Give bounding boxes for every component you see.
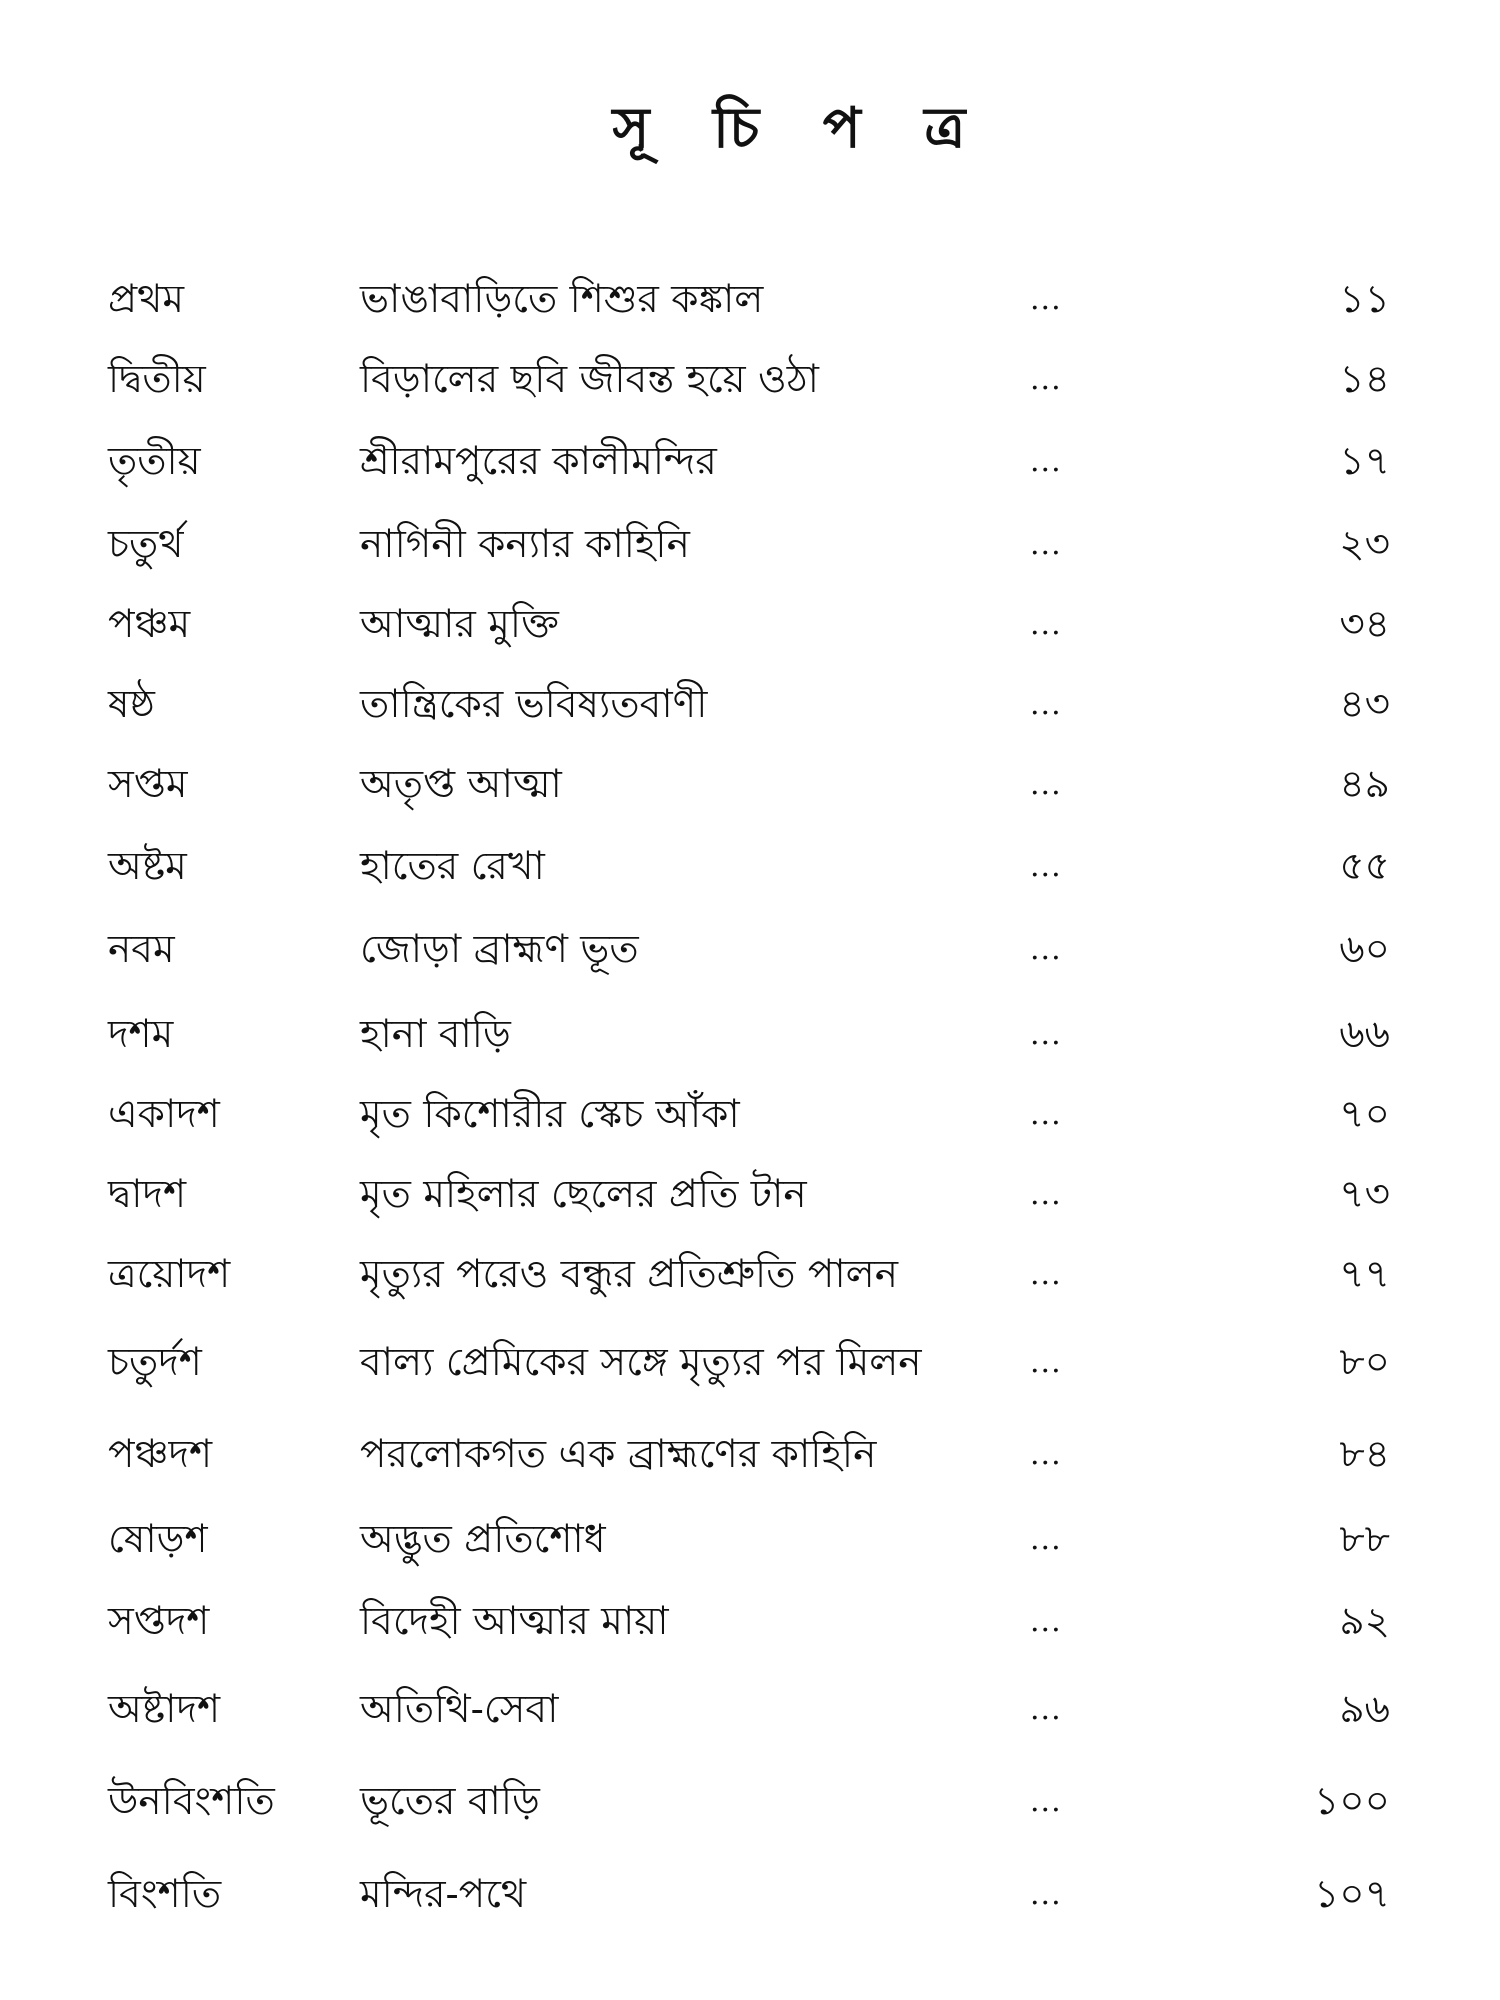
chapter-title: অতৃপ্ত আত্মা — [360, 762, 562, 807]
page-number: ১০০ — [1313, 1779, 1390, 1824]
leader-dots: ... — [1030, 444, 1062, 479]
page-number: ৯২ — [1339, 1599, 1390, 1644]
leader-dots: ... — [1030, 849, 1062, 884]
toc-entry — [0, 1680, 1500, 1740]
chapter-title: মন্দির-পথে — [360, 1872, 527, 1917]
chapter-ordinal: ত্রয়োদশ — [108, 1252, 231, 1297]
chapter-ordinal: চতুর্দশ — [108, 1340, 202, 1385]
chapter-ordinal: পঞ্চম — [108, 602, 191, 647]
chapter-ordinal: দশম — [108, 1012, 174, 1057]
chapter-ordinal: তৃতীয় — [108, 439, 201, 484]
chapter-title: আত্মার মুক্তি — [360, 602, 559, 647]
page-number: ২৩ — [1339, 522, 1390, 567]
chapter-title: ভাঙাবাড়িতে শিশুর কঙ্কাল — [360, 277, 764, 322]
toc-entry — [0, 1865, 1500, 1925]
page-number: ৮৪ — [1339, 1432, 1390, 1477]
chapter-title: বাল্য প্রেমিকের সঙ্গে মৃত্যুর পর মিলন — [360, 1340, 922, 1385]
page-number: ৮৮ — [1339, 1517, 1390, 1562]
chapter-title: অদ্ভুত প্রতিশোধ — [360, 1517, 606, 1562]
chapter-title: মৃত্যুর পরেও বন্ধুর প্রতিশ্রুতি পালন — [360, 1252, 898, 1297]
chapter-title: মৃত মহিলার ছেলের প্রতি টান — [360, 1172, 807, 1217]
chapter-title: নাগিনী কন্যার কাহিনি — [360, 522, 690, 567]
page-number: ১৪ — [1339, 357, 1390, 402]
toc-entry — [0, 270, 1500, 330]
toc-entry — [0, 1510, 1500, 1570]
toc-entry — [0, 515, 1500, 575]
chapter-ordinal: বিংশতি — [108, 1872, 222, 1917]
chapter-ordinal: উনবিংশতি — [108, 1779, 275, 1824]
chapter-ordinal: ষষ্ঠ — [108, 682, 155, 727]
chapter-ordinal: দ্বিতীয় — [108, 357, 206, 402]
leader-dots: ... — [1030, 527, 1062, 562]
toc-entry — [0, 837, 1500, 897]
page-number: ৫৫ — [1339, 844, 1390, 889]
toc-entry — [0, 920, 1500, 980]
chapter-ordinal: সপ্তম — [108, 762, 188, 807]
toc-entry — [0, 1772, 1500, 1832]
leader-dots: ... — [1030, 687, 1062, 722]
chapter-title: বিড়ালের ছবি জীবন্ত হয়ে ওঠা — [360, 357, 819, 402]
toc-entry — [0, 1085, 1500, 1145]
chapter-title: হাতের রেখা — [360, 844, 545, 889]
leader-dots: ... — [1030, 1097, 1062, 1132]
chapter-title: ভূতের বাড়ি — [360, 1779, 540, 1824]
leader-dots: ... — [1030, 1257, 1062, 1292]
page-number: ৪৯ — [1339, 762, 1390, 807]
chapter-ordinal: দ্বাদশ — [108, 1172, 187, 1217]
chapter-ordinal: সপ্তদশ — [108, 1599, 210, 1644]
leader-dots: ... — [1030, 1784, 1062, 1819]
leader-dots: ... — [1030, 1437, 1062, 1472]
page-number: ৬৬ — [1339, 1012, 1390, 1057]
page-number: ৭৭ — [1339, 1252, 1390, 1297]
chapter-ordinal: নবম — [108, 927, 175, 972]
chapter-ordinal: অষ্টম — [108, 844, 187, 889]
toc-entry — [0, 1425, 1500, 1485]
chapter-title: মৃত কিশোরীর স্কেচ আঁকা — [360, 1092, 740, 1137]
page-number: ৭৩ — [1339, 1172, 1390, 1217]
leader-dots: ... — [1030, 1692, 1062, 1727]
chapter-title: জোড়া ব্রাহ্মণ ভূত — [360, 927, 639, 972]
toc-entry — [0, 1333, 1500, 1393]
chapter-title: হানা বাড়ি — [360, 1012, 511, 1057]
page-number: ৯৬ — [1339, 1687, 1390, 1732]
leader-dots: ... — [1030, 767, 1062, 802]
chapter-ordinal: চতুর্থ — [108, 522, 184, 567]
leader-dots: ... — [1030, 1604, 1062, 1639]
leader-dots: ... — [1030, 1345, 1062, 1380]
leader-dots: ... — [1030, 362, 1062, 397]
toc-entry — [0, 755, 1500, 815]
chapter-ordinal: পঞ্চদশ — [108, 1432, 213, 1477]
toc-entry — [0, 1005, 1500, 1065]
chapter-ordinal: প্রথম — [108, 277, 185, 322]
page-number: ১১ — [1339, 277, 1390, 322]
page-number: ১৭ — [1339, 439, 1390, 484]
chapter-ordinal: ষোড়শ — [108, 1517, 208, 1562]
page-number: ৮০ — [1339, 1340, 1390, 1385]
page-number: ৭০ — [1339, 1092, 1390, 1137]
toc-entry — [0, 675, 1500, 735]
leader-dots: ... — [1030, 1017, 1062, 1052]
toc-entry — [0, 1592, 1500, 1652]
leader-dots: ... — [1030, 607, 1062, 642]
leader-dots: ... — [1030, 1177, 1062, 1212]
chapter-ordinal: অষ্টাদশ — [108, 1687, 221, 1732]
toc-entry — [0, 350, 1500, 410]
page-number: ১০৭ — [1313, 1872, 1390, 1917]
chapter-title: তান্ত্রিকের ভবিষ্যতবাণী — [360, 682, 708, 727]
chapter-ordinal: একাদশ — [108, 1092, 220, 1137]
leader-dots: ... — [1030, 1522, 1062, 1557]
toc-entry — [0, 432, 1500, 492]
page-number: ৩৪ — [1339, 602, 1390, 647]
chapter-title: শ্রীরামপুরের কালীমন্দির — [360, 439, 717, 484]
chapter-title: অতিথি-সেবা — [360, 1687, 559, 1732]
leader-dots: ... — [1030, 1877, 1062, 1912]
toc-entry — [0, 1165, 1500, 1225]
toc-entry — [0, 1245, 1500, 1305]
toc-entry — [0, 595, 1500, 655]
page-number: ৬০ — [1339, 927, 1390, 972]
leader-dots: ... — [1030, 932, 1062, 967]
page-number: ৪৩ — [1339, 682, 1390, 727]
leader-dots: ... — [1030, 282, 1062, 317]
chapter-title: বিদেহী আত্মার মায়া — [360, 1599, 669, 1644]
page-title: সূ চি প ত্র — [612, 95, 988, 161]
chapter-title: পরলোকগত এক ব্রাহ্মণের কাহিনি — [360, 1432, 877, 1477]
